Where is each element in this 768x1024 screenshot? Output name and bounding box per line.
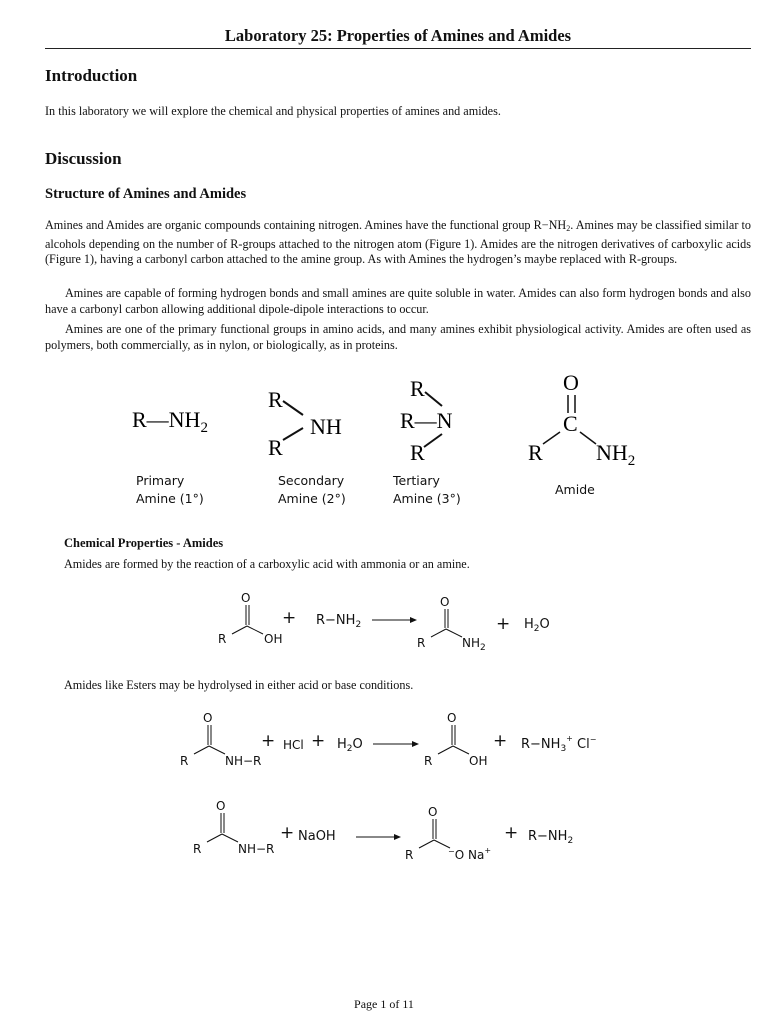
svg-text:R: R: [193, 842, 202, 856]
page-footer: Page 1 of 11: [354, 997, 414, 1011]
caption-secondary: [278, 472, 346, 508]
structure-paragraph-1: [45, 218, 751, 268]
svg-text:NH−R: NH−R: [225, 754, 262, 768]
chem-props-text-2: Amides like Esters may be hydrolysed in either acid or base conditions.: [64, 678, 414, 692]
tertiary-amine-structure: [400, 376, 453, 465]
svg-text:R: R: [417, 636, 426, 650]
acid-hydrolysis-reaction: [175, 708, 605, 778]
svg-text:O: O: [447, 711, 457, 725]
amine-structures-figure: [120, 368, 660, 468]
svg-text:NH−R: NH−R: [238, 842, 275, 856]
caption-secondary-line1: Secondary: [278, 473, 345, 488]
svg-text:R: R: [424, 754, 433, 768]
svg-text:+: +: [504, 823, 519, 843]
intro-text: In this laboratory we will explore the chemical and physical properties of amines and amides.: [45, 104, 501, 118]
chem-props-text-1: Amides are formed by the reaction of a carboxylic acid with ammonia or an amine.: [64, 557, 470, 571]
svg-text:NH2: $NH_2$: [596, 440, 636, 468]
svg-text:−O Na+: −O Na+: [448, 846, 492, 862]
caption-primary-line2: Amine (1°): [136, 491, 204, 506]
svg-text:O: O: [563, 370, 579, 395]
hcl-label: HCl: [283, 738, 304, 752]
caption-tertiary-line2: Amine (3°): [393, 491, 461, 506]
chem-props-title: Chemical Properties - Amides: [64, 536, 224, 550]
base-hydrolysis-reaction: [188, 796, 608, 866]
svg-text:R: R: [268, 435, 283, 460]
secondary-amine-structure: [268, 387, 342, 460]
intro-title: Introduction: [45, 66, 138, 85]
svg-text:R: R: [528, 440, 543, 465]
caption-primary: [136, 472, 204, 508]
svg-text:O: O: [241, 591, 251, 605]
svg-text:H2O: $H_2O$: [524, 617, 550, 634]
svg-text:R: R: [268, 387, 283, 412]
p1-part-b: . Amines may be classified similar to alcohols depending on the number of R-groups attached to the nitrogen atom (Figure 1). Amides are the nitrogen derivatives of carboxylic acids (Figure 1), having a carbonyl carbon attached to the amine group. As with Amines the hydrogen’s maybe replaced with R-groups.: [45, 218, 751, 267]
svg-text:R−NH3+ Cl−: $R-NH_3^+$ Cl−: [521, 734, 597, 754]
page-header: Laboratory 25: Properties of Amines and Amides: [224, 26, 572, 45]
svg-text:O: O: [440, 595, 450, 609]
svg-text:+: +: [496, 614, 511, 634]
structure-paragraph-3: Amines are one of the primary functional groups in amino acids, and many amines exhibit physiological activity. Amides are often used as polymers, both commercially, as in nylon, or biologically, as in proteins.: [45, 322, 751, 352]
naoh-label: NaOH: [298, 829, 336, 844]
svg-text:R: R: [405, 848, 414, 862]
svg-text:OH: OH: [469, 754, 488, 768]
structure-paragraph-2: Amines are capable of forming hydrogen bonds and small amines are quite soluble in water. Amides can also form hydrogen bonds and also have a carbonyl carbon allowing additional dipole-dipole interactions to occur.: [45, 286, 751, 316]
svg-text:+: +: [311, 731, 326, 751]
svg-text:R: R: [218, 632, 227, 646]
svg-text:R: R: [410, 376, 425, 401]
svg-text:NH2: $NH_2$: [462, 636, 486, 653]
svg-text:H2O: $H_2O$: [337, 737, 363, 754]
svg-text:R: R: [410, 440, 425, 465]
structure-title: Structure of Amines and Amides: [45, 186, 247, 202]
svg-text:OH: OH: [264, 632, 283, 646]
svg-text:C: C: [563, 411, 578, 436]
svg-text:R—N: R—N: [400, 408, 453, 433]
svg-text:O: O: [216, 799, 226, 813]
caption-amide: Amide: [555, 482, 595, 497]
amide-structure: [528, 370, 635, 468]
svg-text:+: +: [493, 731, 508, 751]
caption-primary-line1: Primary: [136, 473, 185, 488]
svg-text:O: O: [428, 805, 438, 819]
caption-secondary-line2: Amine (2°): [278, 491, 346, 506]
caption-tertiary: [393, 472, 461, 508]
p1-subscript: 2: [566, 224, 571, 233]
primary-amine-structure: $R—NH_2$: [132, 407, 208, 436]
svg-text:NH: NH: [310, 414, 342, 439]
amide-formation-reaction: [210, 588, 570, 658]
p1-part-a: Amines and Amides are organic compounds containing nitrogen. Amines have the functional group R−NH: [45, 218, 567, 232]
caption-tertiary-line1: Tertiary: [393, 473, 440, 488]
svg-text:R−NH2: $R-NH_2$: [316, 613, 362, 630]
svg-text:+: +: [261, 731, 276, 751]
svg-text:R−NH2: $R-NH_2$: [528, 829, 574, 846]
svg-text:+: +: [282, 608, 297, 628]
svg-text:O: O: [203, 711, 213, 725]
svg-text:+: +: [280, 823, 295, 843]
discussion-title: Discussion: [45, 149, 122, 168]
header-rule: [45, 48, 751, 49]
svg-text:R: R: [180, 754, 189, 768]
